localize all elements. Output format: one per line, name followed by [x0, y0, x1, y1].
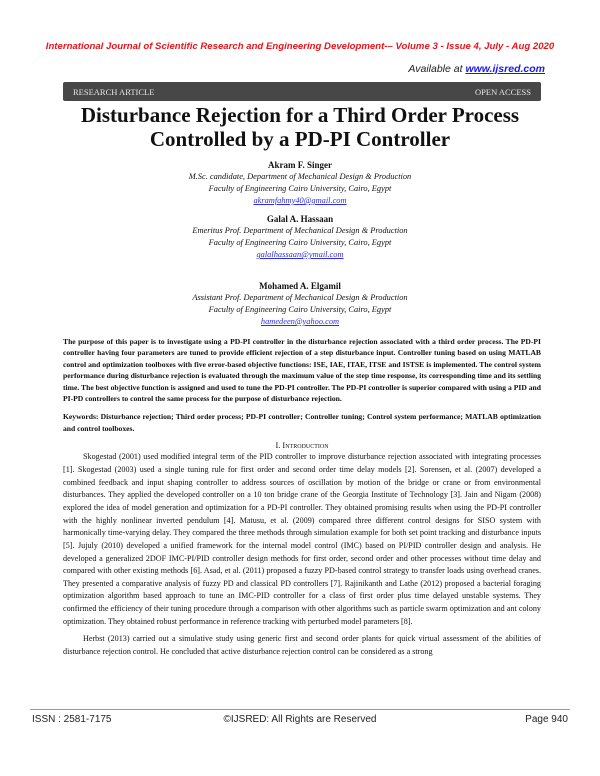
author-block — [0, 280, 600, 328]
article-banner — [63, 82, 541, 101]
paper-title — [0, 103, 600, 151]
body-paragraph: Skogestad (2001) used modified integral term of the PID controller to improve disturbance rejection associated with integrating processes [1]. Skogestad (2003) used a single tuning rule for first order and second order time delay models [2]. Sorensen, et al. (2007) developed a combined feedback and input shaping controller to address sources of oscillation by motion of the bridge or crane or from environmental disturbances. They applied the developed controller on a 10 ton bridge crane of the Georgia Institute of Technology [3]. Jain and Nigam (2008) explored the idea of model generation and optimization for a PD-PI controller. They obtained promising results when using the PD-PI controller with the highly nonlinear inverted pendulum [4]. Matusu, et al. (2009) compared three different control designs for SISO system with harmonically time-varying delay. They compared the three methods through simulation example for both set point tracking and disturbance inputs [5]. Jujuly (2010) developed a unified framework for the internal model control (IMC) based on PI/PID controller design and analysis. He developed a generalized 2DOF IMC-PI/PID controller design methods for first order, second order and other processes without time delay and compared with other existing methods [6]. Asad, et al. (2011) proposed a fuzzy PD-based control strategy to transfer loads using overhead cranes. They presented a comparative analysis of fuzzy PD and classical PD controllers [7]. Rajinikanth and Lathe (2012) proposed a bacterial foraging optimization algorithm based approach to tune an IMC-PID controller for a class of first order plus time delayed unstable systems. They confirmed the efficiency of their tuning procedure through a comparison with other algorithms such as particle swarm optimization and ant colony optimization. They obtained robust performance in reference tracking with perturbed model parameters [8]. — [63, 452, 541, 626]
author-position: Assistant Prof. Department of Mechanical Design & Production — [192, 293, 408, 302]
journal-website-link[interactable]: www.ijsred.com — [465, 63, 545, 75]
availability-line — [408, 63, 545, 75]
footer-divider — [30, 709, 570, 710]
author-email-link[interactable]: akramfahmy40@gmail.com — [253, 196, 347, 205]
title-line-2: Controlled by a PD-PI Controller — [149, 127, 451, 151]
abstract: The purpose of this paper is to investigate using a PD-PI controller in the disturbance rejection associated with a third order process. The PD-PI controller having four parameters are tuned to provide efficient rejection of a step disturbance input. Controller tuning based on using MATLAB control and optimization toolboxes with five error-based objective functions: ISE, IAE, ITAE, ITSE and ISTSE is implemented. The control system performance during disturbance rejection is evaluated through the maximum value of the step time response, its corresponding time and its settling time. The best objective function is assigned and used to tune the PD-PI controller. The PD-PI controller is superior compared with using a PID and PI-PD controllers to control the same process for the purpose of disturbance rejection. — [63, 337, 541, 404]
author-affiliation: Faculty of Engineering Cairo University, Cairo, Egypt — [208, 184, 392, 193]
journal-header: International Journal of Scientific Research and Engineering Development-– Volume 3 - Issue 4, July - Aug 2020 — [45, 41, 555, 52]
footer-copyright: ©IJSRED: All Rights are Reserved — [223, 714, 377, 725]
author-name: Akram F. Singer — [268, 160, 332, 170]
open-access-label: OPEN ACCESS — [475, 87, 531, 97]
available-prefix: Available at — [408, 63, 466, 75]
title-line-1: Disturbance Rejection for a Third Order Process — [80, 103, 520, 127]
author-email-link[interactable]: galalhassaan@ymail.com — [256, 250, 344, 259]
keywords: Keywords: Disturbance rejection; Third order process; PD-PI controller; Controller tuning; Control system performance; MATLAB optimization and control toolboxes. — [63, 412, 541, 433]
author-block — [0, 213, 600, 261]
author-block — [0, 159, 600, 207]
author-name: Galal A. Hassaan — [266, 214, 334, 224]
footer-issn: ISSN : 2581-7175 — [32, 714, 112, 725]
author-position: Emeritus Prof. Department of Mechanical Design & Production — [192, 226, 408, 235]
footer-page-number: Page 940 — [525, 714, 568, 725]
author-position: M.Sc. candidate, Department of Mechanical Design & Production — [188, 172, 412, 181]
author-name: Mohamed A. Elgamil — [259, 281, 341, 291]
author-email-link[interactable]: hamedeen@yahoo.com — [260, 317, 340, 326]
paper-body — [63, 336, 541, 659]
author-affiliation: Faculty of Engineering Cairo University, Cairo, Egypt — [208, 238, 392, 247]
article-type: RESEARCH ARTICLE — [73, 87, 155, 97]
body-paragraph: Herbst (2013) carried out a simulative study using generic first and second order plants for quick virtual assessment of the abilities of disturbance rejection control. He concluded that active disturbance rejection control can be considered as a strong — [63, 634, 541, 657]
author-affiliation: Faculty of Engineering Cairo University, Cairo, Egypt — [208, 305, 392, 314]
section-heading-introduction: I. Introduction — [275, 441, 329, 451]
